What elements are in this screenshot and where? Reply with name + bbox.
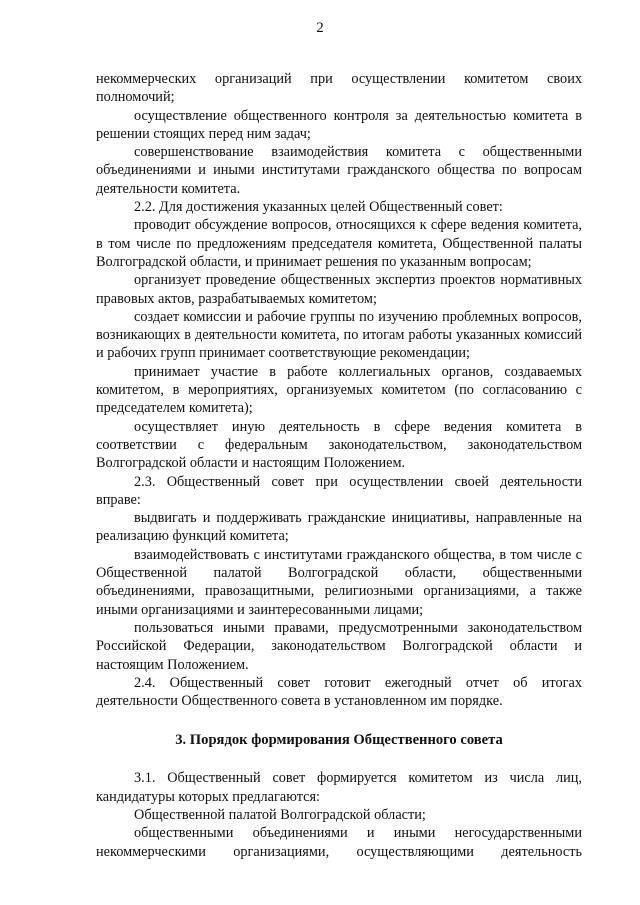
paragraph: принимает участие в работе коллегиальных органов, создаваемых комитетом, в мероприятиях, организуемых комитетом (по согласованию с председателем комитета);: [96, 363, 582, 417]
paragraph-continues: общественными объединениями и иными негосударственными некоммерческими организациями, осуществляющими деятельность: [96, 825, 582, 860]
paragraph: организует проведение общественных экспертиз проектов нормативных правовых актов, разрабатываемых комитетом;: [96, 272, 582, 307]
paragraph-continuation: некоммерческих организаций при осуществлении комитетом своих полномочий;: [96, 71, 582, 106]
paragraph: проводит обсуждение вопросов, относящихся к сфере ведения комитета, в том числе по предложениям председателя комитета, Общественной палаты Волгоградской области, и принимает решения по указанным вопросам;: [96, 217, 582, 270]
clause-2-2: 2.2. Для достижения указанных целей Общественный совет:: [134, 199, 503, 216]
paragraph: Общественной палатой Волгоградской области;: [134, 806, 426, 823]
paragraph: осуществление общественного контроля за деятельностью комитета в решении стоящих перед ним задач;: [96, 107, 582, 142]
page-number: 2: [316, 20, 324, 36]
paragraph: осуществляет иную деятельность в сфере ведения комитета в соответствии с федеральным законодательством, законодательством Волгоградской области и настоящим Положением.: [96, 418, 582, 472]
document-body: [96, 70, 582, 861]
clause-2-3: 2.3. Общественный совет при осуществлении своей деятельности вправе:: [96, 473, 582, 508]
paragraph: создает комиссии и рабочие группы по изучению проблемных вопросов, возникающих в деятельности комитета, по итогам работы указанных комиссий и рабочих групп принимает соответствующие рекомендации;: [96, 308, 582, 362]
paragraph: взаимодействовать с институтами гражданского общества, в том числе с Общественной палатой Волгоградской области, общественными объединениями, правозащитными, религиозными организациями, а также иными организациями и заинтересованными лицами;: [96, 546, 582, 618]
section-heading: 3. Порядок формирования Общественного совета: [175, 732, 503, 749]
paragraph: пользоваться иными правами, предусмотренными законодательством Российской Федерации, законодательством Волгоградской области и настоящим Положением.: [96, 619, 582, 673]
paragraph: совершенствование взаимодействия комитета с общественными объединениями и иными институтами гражданского общества по вопросам деятельности комитета.: [96, 144, 582, 197]
clause-2-4: 2.4. Общественный совет готовит ежегодный отчет об итогах деятельности Общественного совета в установленном им порядке.: [96, 674, 582, 710]
paragraph: выдвигать и поддерживать гражданские инициативы, направленные на реализацию функций комитета;: [96, 510, 582, 545]
clause-3-1: 3.1. Общественный совет формируется комитетом из числа лиц, кандидатуры которых предлагаются:: [96, 770, 582, 805]
